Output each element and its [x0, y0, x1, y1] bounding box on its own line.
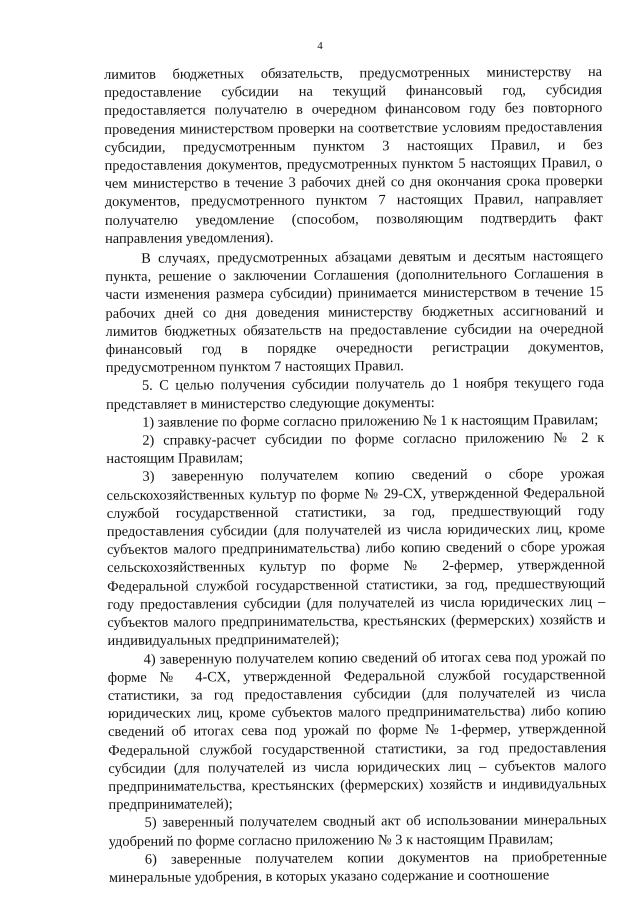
page-number: 4: [317, 40, 323, 52]
list-item: 1) заявление по форме согласно приложению № 1 к настоящим Правилам;: [142, 411, 599, 431]
list-item: 2) справку-расчет субсидии по форме согласно приложению № 2 к настоящим Правилам;: [106, 430, 605, 468]
document-body: [104, 63, 607, 887]
paragraph: 5. С целью получения субсидии получатель до 1 ноября текущего года представляет в министерство следующие документы:: [106, 375, 604, 413]
paragraph: В случаях, предусмотренных абзацами девятым и десятым настоящего пункта, решение о заключении Соглашения (дополнительного Соглашения в части изменения размера субсидии) принимается министерством в течение 15 рабочих дней со дня доведения министерству бюджетных ассигнований и лимитов бюджетных обязательств на предоставление субсидии на очередной финансовый год в порядке очередности регистрации документов, предусмотренном пунктом 7 настоящих Правил.: [105, 247, 604, 377]
list-item: 4) заверенную получателем копию сведений об итогах сева под урожай по форме № 4-СХ, утвержденной Федеральной службой государственной статистики, за год предоставления субсидии (для получателей из числа юридических лиц, кроме субъектов малого предпринимательства) либо копию сведений об итогах сева под урожай по форме № 1-фермер, утвержденной Федеральной службой государственной статистики, за год предоставления субсидии (для получателей из числа юридических лиц – субъектов малого предпринимательства, крестьянских (фермерских) хозяйств и индивидуальных предпринимателей);: [107, 648, 607, 814]
list-item: 3) заверенную получателем копию сведений о сборе урожая сельскохозяйственных культур по форме № 29-СХ, утвержденной Федеральной службой государственной статистики, за год, предшествующий году предоставления субсидии (для получателей из числа юридических лиц, кроме субъектов малого предпринимательства) либо копию сведений о сборе урожая сельскохозяйственных культур по форме № 2-фермер, утвержденной Федеральной службой государственной статистики, за год, предшествующий году предоставления субсидии (для получателей из числа юридических лиц – субъектов малого предпринимательства, крестьянских (фермерских) хозяйств и индивидуальных предпринимателей);: [106, 466, 606, 650]
list-item: 6) заверенные получателем копии документов на приобретенные минеральные удобрения, в которых указано содержание и соотношение: [108, 848, 607, 886]
paragraph-continuation: лимитов бюджетных обязательств, предусмотренных министерству на предоставление субсидии на текущий финансовый год, субсидия предоставляется получателю в очередном финансовом году без повторного проведения министерством проверки на соответствие условиям предоставления субсидии, предусмотренным пунктом 3 настоящих Правил, и без предоставления документов, предусмотренных пунктом 5 настоящих Правил, о чем министерство в течение 3 рабочих дней со дня окончания срока проверки документов, предусмотренного пунктом 7 настоящих Правил, направляет получателю уведомление (способом, позволяющим подтвердить факт направления уведомления).: [104, 63, 603, 247]
list-item: 5) заверенный получателем сводный акт об использовании минеральных удобрений по форме согласно приложению № 3 к настоящим Правилам;: [108, 812, 607, 850]
